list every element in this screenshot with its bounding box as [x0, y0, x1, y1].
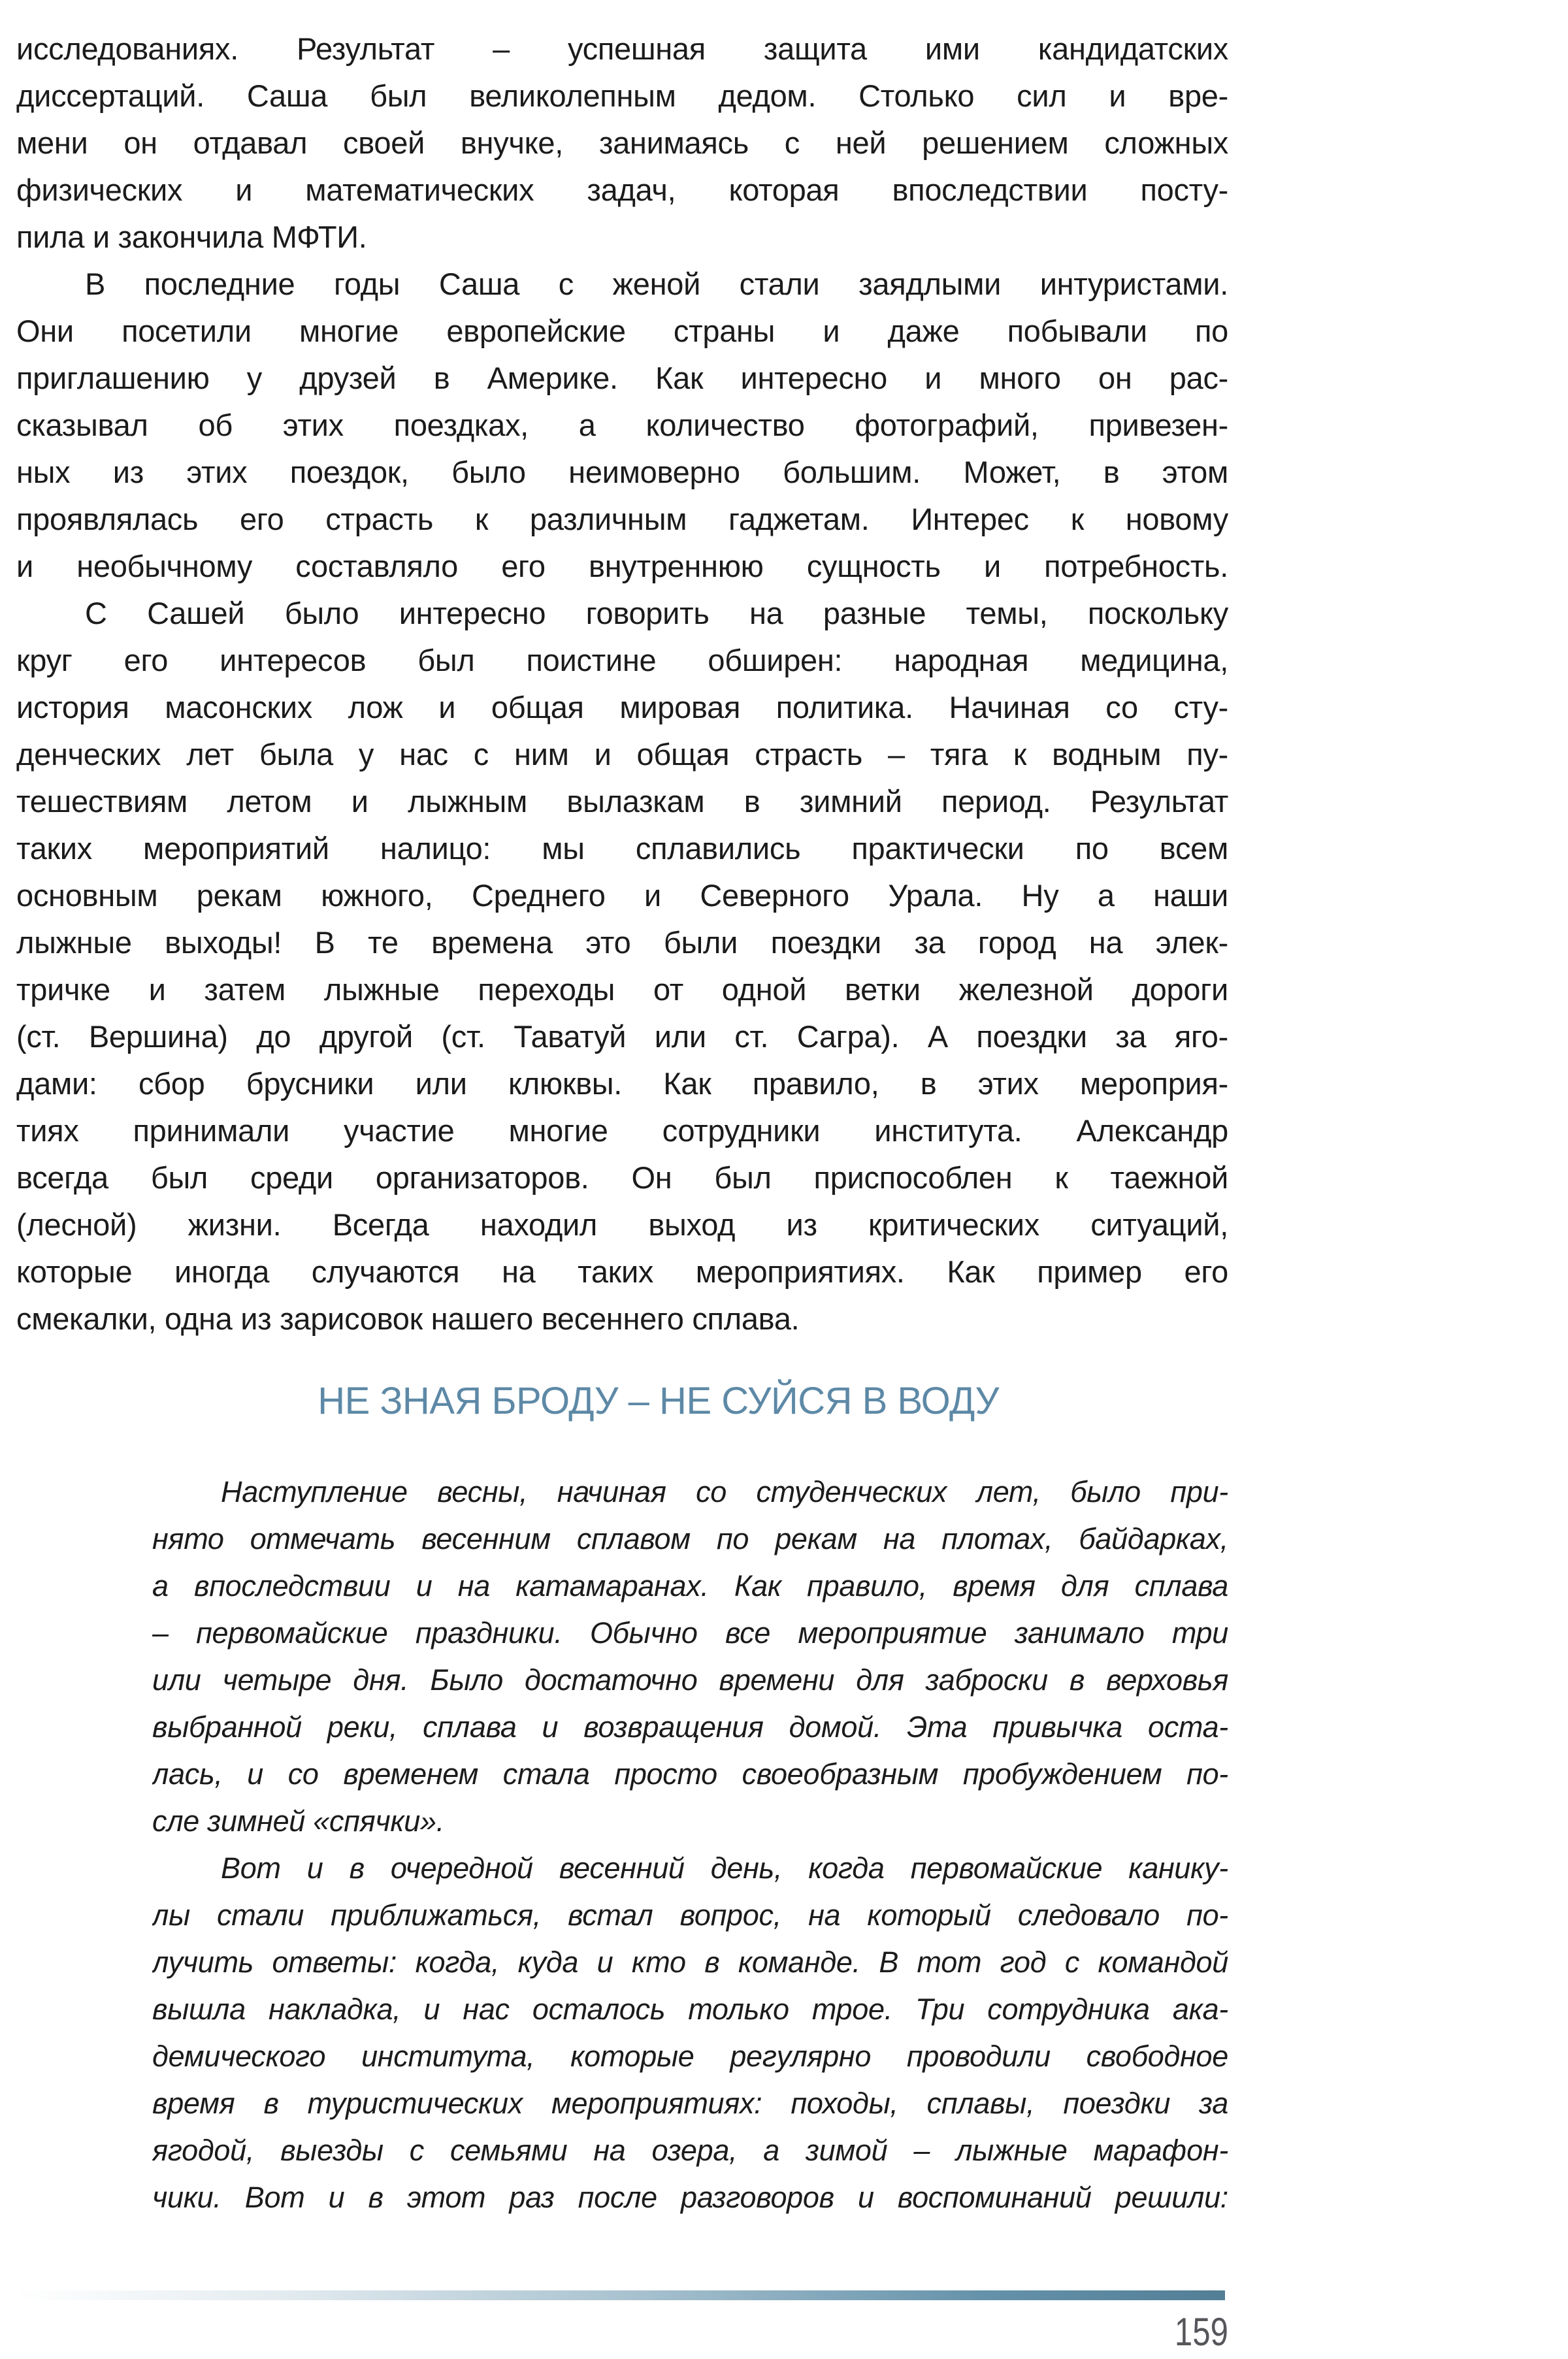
- paragraph: [16, 590, 1228, 1342]
- text-line: выбранной реки, сплава и возвращения домой. Эта привычка оста-: [152, 1710, 1228, 1744]
- main-text: [16, 25, 1228, 1342]
- text-line: ягодой, выезды с семьями на озера, а зимой – лыжные марафон-: [152, 2134, 1228, 2167]
- text-line: (лесной) жизни. Всегда находил выход из критических ситуаций,: [16, 1207, 1228, 1242]
- italic-block: [152, 1469, 1228, 2221]
- text-line: тешествиям летом и лыжным вылазкам в зимний период. Результат: [16, 784, 1228, 819]
- text-line: таких мероприятий налицо: мы сплавились практически по всем: [16, 831, 1228, 866]
- text-line: проявлялась его страсть к различным гаджетам. Интерес к новому: [16, 502, 1228, 536]
- text-line: Они посетили многие европейские страны и даже побывали по: [16, 314, 1228, 348]
- text-line: всегда был среди организаторов. Он был приспособлен к таежной: [16, 1160, 1228, 1195]
- text-line: пила и закончила МФТИ.: [16, 220, 367, 254]
- text-line: денческих лет была у нас с ним и общая страсть – тяга к водным пу-: [16, 737, 1228, 772]
- text-line: вышла накладка, и нас осталось только трое. Три сотрудника ака-: [152, 1993, 1228, 2026]
- text-line: (ст. Вершина) до другой (ст. Таватуй или ст. Сагра). А поездки за яго-: [16, 1019, 1228, 1054]
- text-line: сле зимней «спячки».: [152, 1804, 444, 1838]
- footer-gradient-rule: [16, 2290, 1225, 2300]
- text-line: сказывал об этих поездках, а количество фотографий, привезен-: [16, 408, 1228, 442]
- text-line: демического института, которые регулярно проводили свободное: [152, 2040, 1228, 2073]
- text-line: приглашению у друзей в Америке. Как интересно и много он рас-: [16, 361, 1228, 395]
- text-line: В последние годы Саша с женой стали заядлыми интуристами.: [85, 267, 1228, 301]
- text-line: – первомайские праздники. Обычно все мероприятие занимало три: [152, 1616, 1228, 1650]
- paragraph: [16, 25, 1228, 261]
- text-line: тричке и затем лыжные переходы от одной ветки железной дороги: [16, 972, 1228, 1007]
- text-line: лучить ответы: когда, куда и кто в команде. В тот год с командой: [152, 1945, 1228, 1979]
- text-line: лась, и со временем стала просто своеобразным пробуждением по-: [152, 1757, 1228, 1791]
- text-line: Вот и в очередной весенний день, когда первомайские канику-: [221, 1851, 1228, 1885]
- text-line: круг его интересов был поистине обширен: народная медицина,: [16, 643, 1228, 677]
- text-line: чики. Вот и в этот раз после разговоров и воспоминаний решили:: [152, 2181, 1228, 2214]
- text-line: Наступление весны, начиная со студенческих лет, было при-: [221, 1475, 1228, 1508]
- text-line: ных из этих поездок, было неимоверно большим. Может, в этом: [16, 455, 1228, 489]
- text-line: лыжные выходы! В те времена это были поездки за город на элек-: [16, 925, 1228, 960]
- text-line: физических и математических задач, которая впоследствии посту-: [16, 172, 1228, 207]
- text-line: история масонских лож и общая мировая политика. Начиная со сту-: [16, 690, 1228, 724]
- text-line: С Сашей было интересно говорить на разные темы, поскольку: [85, 596, 1228, 630]
- paragraph: [152, 1845, 1228, 2221]
- text-line: или четыре дня. Было достаточно времени для заброски в верховья: [152, 1663, 1228, 1697]
- text-line: мени он отдавал своей внучке, занимаясь с ней решением сложных: [16, 125, 1228, 160]
- text-line: основным рекам южного, Среднего и Северного Урала. Ну а наши: [16, 878, 1228, 913]
- page-number: 159: [1174, 2310, 1228, 2354]
- text-line: смекалки, одна из зарисовок нашего весеннего сплава.: [16, 1301, 800, 1336]
- paragraph: [152, 1469, 1228, 1845]
- paragraph: [16, 261, 1228, 590]
- text-line: лы стали приближаться, встал вопрос, на который следовало по-: [152, 1898, 1228, 1932]
- text-line: и необычному составляло его внутреннюю сущность и потребность.: [16, 549, 1228, 583]
- text-line: дами: сбор брусники или клюквы. Как правило, в этих мероприя-: [16, 1066, 1228, 1101]
- section-heading: НЕ ЗНАЯ БРОДУ – НЕ СУЙСЯ В ВОДУ: [318, 1380, 999, 1422]
- text-line: которые иногда случаются на таких мероприятиях. Как пример его: [16, 1254, 1228, 1289]
- text-line: диссертаций. Саша был великолепным дедом. Столько сил и вре-: [16, 78, 1228, 113]
- text-line: исследованиях. Результат – успешная защита ими кандидатских: [16, 31, 1228, 66]
- text-line: а впоследствии и на катамаранах. Как правило, время для сплава: [152, 1569, 1228, 1602]
- text-line: тиях принимали участие многие сотрудники института. Александр: [16, 1113, 1228, 1148]
- text-line: время в туристических мероприятиях: походы, сплавы, поездки за: [152, 2087, 1228, 2120]
- text-line: нято отмечать весенним сплавом по рекам на плотах, байдарках,: [152, 1522, 1228, 1555]
